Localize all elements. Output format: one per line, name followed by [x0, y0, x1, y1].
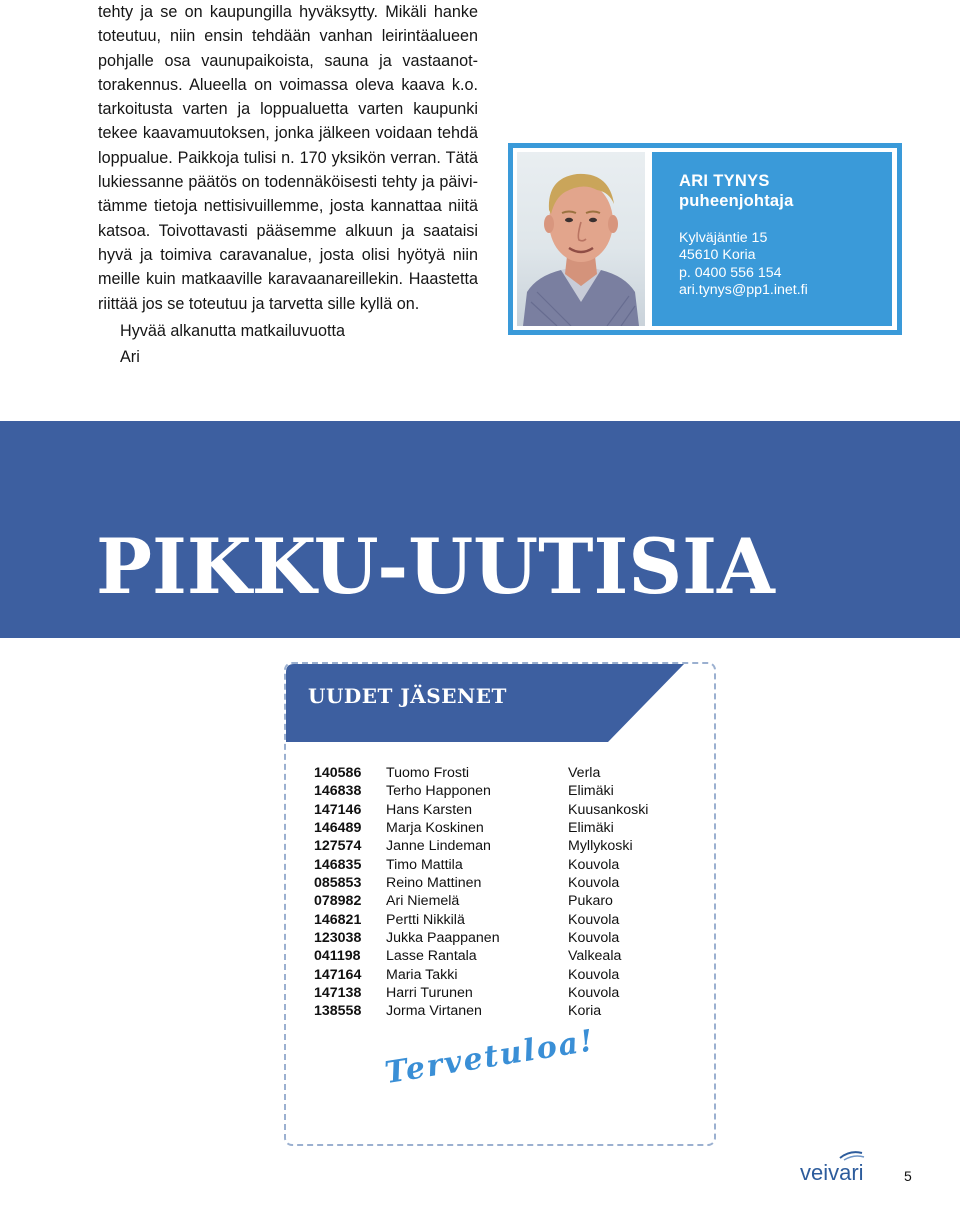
member-city: Kouvola: [568, 875, 620, 892]
table-row: [314, 892, 674, 910]
veivari-logo: [800, 1150, 880, 1190]
member-id: 147138: [314, 985, 362, 1002]
member-name: Tuomo Frosti: [386, 765, 470, 781]
member-city: Kouvola: [568, 856, 620, 873]
new-members-header: [286, 664, 714, 742]
contact-street: Kylväjäntie 15: [679, 230, 768, 246]
member-id: 146835: [314, 856, 362, 873]
member-name: Timo Mattila: [386, 856, 463, 873]
member-city: Pukaro: [568, 893, 613, 910]
member-city: Kouvola: [568, 966, 620, 983]
banner-title: PIKKU-UUTISIA: [96, 522, 775, 611]
portrait-illustration: [517, 152, 645, 326]
member-id: 147146: [314, 801, 362, 818]
members-table: [314, 764, 674, 1021]
member-id: 140586: [314, 765, 362, 781]
contact-email: ari.tynys@pp1.inet.fi: [679, 282, 808, 299]
contact-role: puheenjohtaja: [679, 192, 794, 210]
contact-address: [679, 230, 808, 300]
table-row: [314, 984, 674, 1002]
news-banner: [0, 421, 960, 638]
table-row: [314, 801, 674, 819]
contact-phone: p. 0400 556 154: [679, 264, 782, 281]
member-name: Reino Mattinen: [386, 875, 482, 892]
article-line: torakennus. Alueella on voimassa oleva kaava k.o.: [98, 75, 478, 94]
table-row: [314, 1002, 674, 1020]
member-id: 041198: [314, 948, 361, 965]
member-name: Lasse Rantala: [386, 948, 477, 965]
article-line: tämme tietoja nettisivuillemme, josta kannattaa niitä: [98, 197, 478, 216]
member-id: 146838: [314, 783, 362, 800]
contact-info-panel: [652, 152, 892, 326]
article-line: katsoa. Toivottavasti pääsemme alkuun ja saataisi: [98, 221, 478, 240]
table-row: [314, 874, 674, 892]
member-city: Kouvola: [568, 911, 620, 928]
table-row: [314, 819, 674, 837]
member-city: Kouvola: [568, 930, 620, 947]
member-name: Maria Takki: [386, 966, 458, 983]
member-name: Hans Karsten: [386, 801, 472, 818]
article-closing: Hyvää alkanutta matkailuvuotta: [120, 321, 345, 340]
article-line: pohjalle osa vaunupaikoista, sauna ja vastaanot-: [98, 51, 478, 70]
member-city: Koria: [568, 1003, 602, 1020]
table-row: [314, 966, 674, 984]
member-name: Janne Lindeman: [386, 838, 491, 855]
member-name: Jorma Virtanen: [386, 1003, 482, 1020]
article-line: tarkoitusta varten ja loppualuetta varten kaupunki: [98, 100, 478, 119]
article-line: meille kuin matkaaville karavaanareillekin. Haastetta: [98, 270, 478, 289]
contact-postal: 45610 Koria: [679, 247, 756, 264]
table-row: [314, 911, 674, 929]
member-id: 123038: [314, 930, 362, 947]
member-id: 146489: [314, 820, 362, 837]
member-id: 138558: [314, 1003, 362, 1020]
member-id: 078982: [314, 893, 362, 910]
table-row: [314, 782, 674, 800]
member-city: Kuusankoski: [568, 801, 649, 818]
new-members-title: UUDET JÄSENET: [308, 684, 507, 708]
member-id: 147164: [314, 966, 362, 983]
portrait-photo: [517, 152, 645, 326]
table-row: [314, 837, 674, 855]
article-body: [98, 0, 478, 370]
table-row: [314, 929, 674, 947]
member-name: Ari Niemelä: [386, 893, 460, 910]
article-line: loppualue. Paikkoja tulisi n. 170 yksikön verran. Tätä: [98, 148, 478, 167]
article-line: lukiessanne päätös on todennäköisesti tehty ja päivi-: [98, 173, 478, 192]
member-name: Terho Happonen: [386, 783, 491, 800]
member-city: Valkeala: [568, 948, 622, 965]
logo-wordmark: veivari: [800, 1160, 864, 1185]
article-line: toteutuu, niin ensin tehdään vanhan leirintäalueen: [98, 27, 478, 46]
article-line: tekee kaavamuutoksen, jonka jälkeen voidaan tehdä: [98, 124, 478, 143]
member-city: Verla: [568, 765, 601, 781]
member-name: Harri Turunen: [386, 985, 473, 1002]
article-line: hyvä ja toimiva caravanalue, josta olisi hyötyä niin: [98, 245, 478, 264]
member-city: Myllykoski: [568, 838, 633, 855]
article-line: tehty ja se on kaupungilla hyväksytty. Mikäli hanke: [98, 3, 478, 21]
member-city: Kouvola: [568, 985, 620, 1002]
page-number: 5: [904, 1168, 912, 1184]
table-row: [314, 764, 674, 782]
table-row: [314, 947, 674, 965]
member-name: Marja Koskinen: [386, 820, 484, 837]
welcome-text: Tervetuloa!: [382, 1023, 598, 1091]
member-city: Elimäki: [568, 820, 614, 837]
member-city: Elimäki: [568, 783, 614, 800]
member-id: 085853: [314, 875, 362, 892]
article-signature: Ari: [120, 347, 140, 366]
article-line: riittää jos se toteutuu ja tarvetta sille kyllä on.: [98, 294, 420, 313]
member-name: Jukka Paappanen: [386, 930, 500, 947]
table-row: [314, 856, 674, 874]
contact-name: ARI TYNYS: [679, 172, 770, 190]
member-id: 146821: [314, 911, 362, 928]
member-id: 127574: [314, 838, 362, 855]
member-name: Pertti Nikkilä: [386, 911, 465, 928]
